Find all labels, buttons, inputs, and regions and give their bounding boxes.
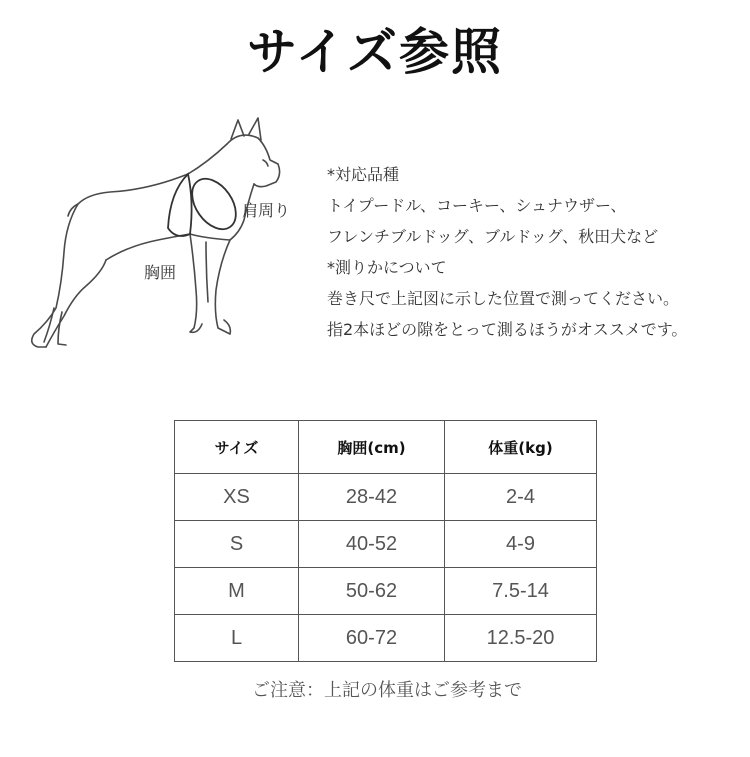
breed-info — [327, 159, 747, 345]
cell-chest: 50-62 — [299, 568, 445, 615]
info-line: トイプードル、コーキー、シュナウザー、 — [327, 196, 627, 215]
chest-label: 胸囲 — [144, 263, 177, 282]
cell-weight: 12.5-20 — [445, 615, 597, 662]
info-line: フレンチブルドッグ、ブルドッグ、秋田犬など — [327, 227, 659, 246]
cell-size: S — [175, 521, 299, 568]
weight-note: ご注意：上記の体重はご参考まで — [252, 680, 522, 701]
header-size: サイズ — [175, 421, 299, 474]
table-header-row — [175, 421, 597, 474]
dog-illustration — [18, 112, 318, 357]
cell-size: XS — [175, 474, 299, 521]
info-line: 指2本ほどの隙をとって測るほうがオススメです。 — [327, 320, 688, 339]
info-line: *対応品種 — [327, 165, 400, 184]
cell-weight: 2-4 — [445, 474, 597, 521]
table-row — [175, 474, 597, 521]
page-title: サイズ参照 — [247, 23, 503, 81]
header-chest: 胸囲(cm) — [299, 421, 445, 474]
table-row — [175, 615, 597, 662]
shoulder-label: 肩周り — [242, 201, 291, 220]
info-line: 巻き尺で上記図に示した位置で測ってください。 — [327, 289, 680, 308]
cell-size: L — [175, 615, 299, 662]
cell-chest: 40-52 — [299, 521, 445, 568]
cell-weight: 7.5-14 — [445, 568, 597, 615]
cell-size: M — [175, 568, 299, 615]
info-line: *測りかについて — [327, 258, 447, 277]
cell-chest: 60-72 — [299, 615, 445, 662]
table-row — [175, 568, 597, 615]
header-weight: 体重(kg) — [445, 421, 597, 474]
table-row — [175, 521, 597, 568]
size-table — [174, 420, 597, 662]
cell-weight: 4-9 — [445, 521, 597, 568]
cell-chest: 28-42 — [299, 474, 445, 521]
